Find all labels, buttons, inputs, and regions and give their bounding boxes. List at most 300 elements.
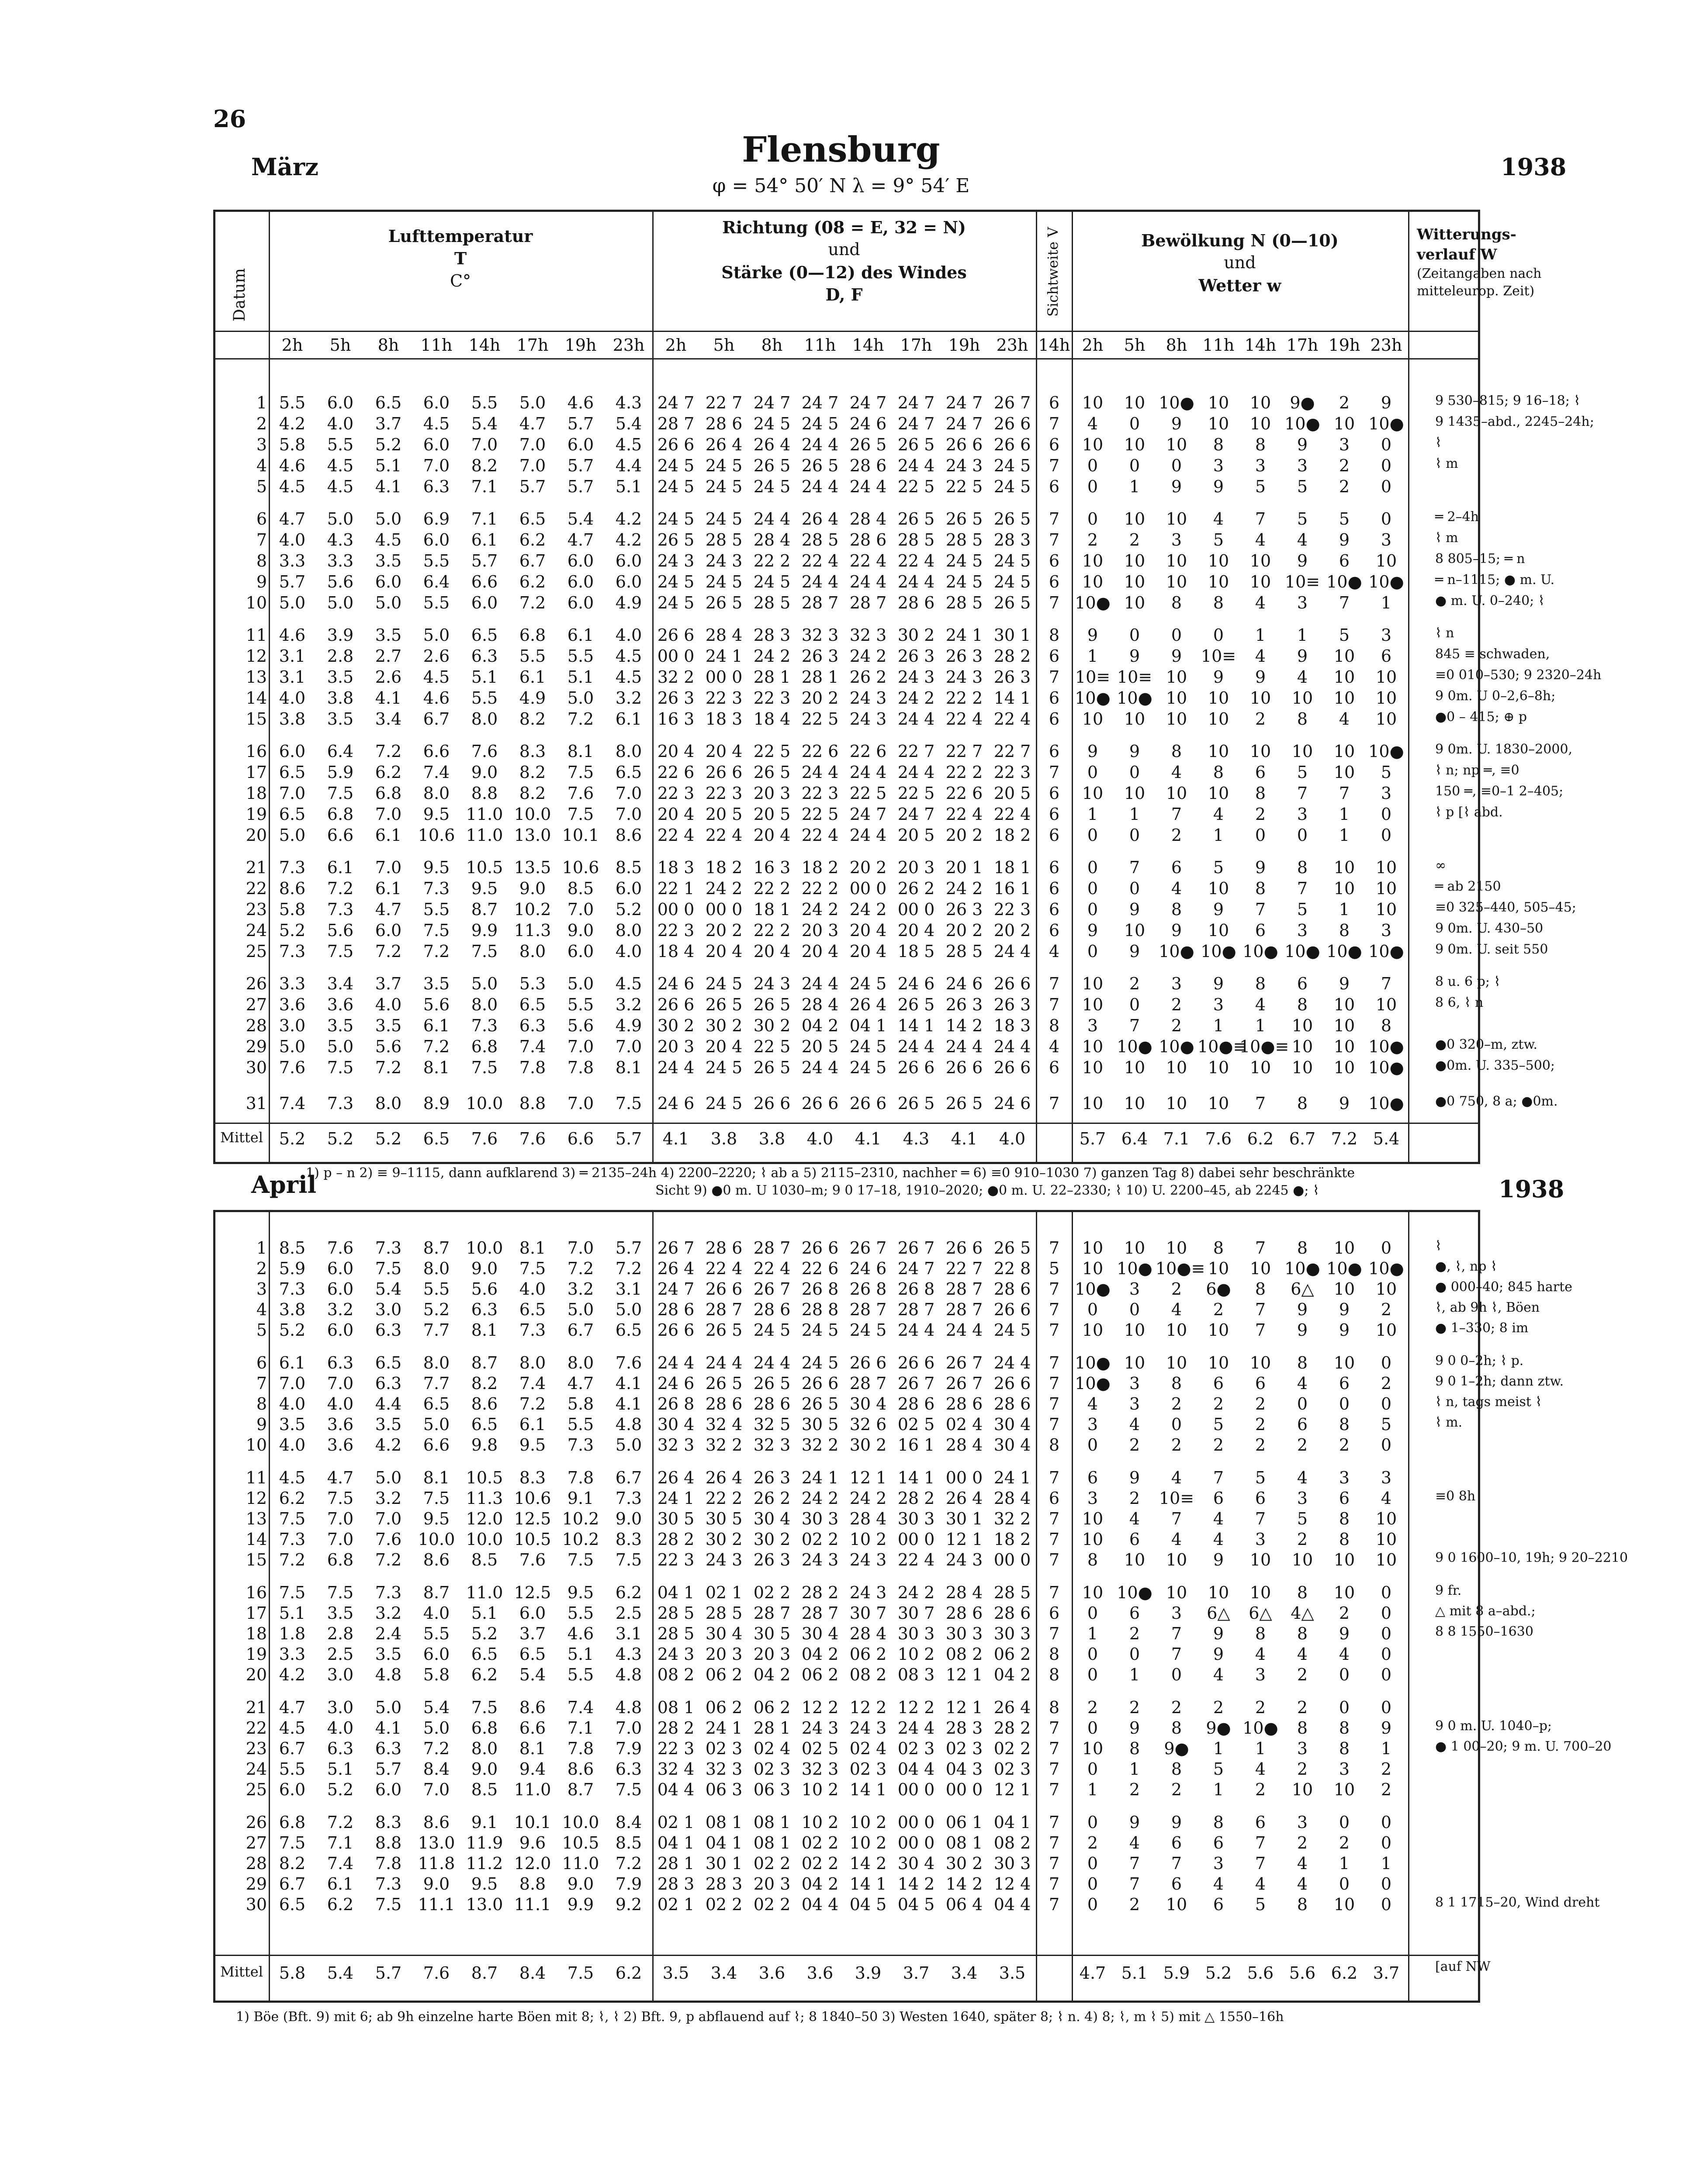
wind-value: 16 1 [897, 1435, 935, 1455]
cloud-value: 8 [1339, 1718, 1350, 1738]
temperature-value: 8.1 [519, 1238, 546, 1258]
temperature-value: 6.0 [567, 942, 594, 961]
temperature-value: 5.0 [471, 974, 498, 993]
weather-remark: 8 805–15; ═ n [1435, 551, 1525, 567]
wind-value: 30 4 [993, 1435, 1031, 1455]
cloud-value: 10 [1166, 1583, 1187, 1602]
cloud-value: 8 [1297, 1353, 1308, 1372]
wind-value: 26 5 [753, 1058, 791, 1077]
temperature-value: 11.3 [514, 921, 551, 940]
cloud-value: 4 [1129, 1415, 1140, 1434]
temperature-value: 6.0 [375, 1780, 402, 1799]
temperature-value: 8.6 [279, 879, 306, 898]
wind-value: 32 3 [753, 1435, 791, 1455]
wind-value: 08 1 [657, 1698, 695, 1717]
mean-temperature: 6.2 [615, 1963, 642, 1983]
temperature-value: 4.1 [615, 1394, 642, 1413]
day-number: 9 [256, 1415, 267, 1434]
temperature-value: 3.5 [375, 1016, 402, 1035]
cloud-value: 9● [1164, 1739, 1189, 1758]
cloud-value: 5 [1339, 625, 1350, 645]
temperature-value: 9.5 [471, 879, 498, 898]
temperature-value: 8.0 [615, 742, 642, 761]
day-number: 14 [246, 1530, 267, 1549]
wind-value: 06 3 [705, 1780, 743, 1799]
wind-value: 18 4 [657, 942, 695, 961]
temperature-value: 7.3 [279, 858, 306, 877]
day-row [215, 667, 1602, 688]
cloud-value: 2 [1171, 1279, 1182, 1299]
wind-value: 30 3 [801, 1509, 839, 1528]
wind-value: 22 4 [849, 551, 887, 570]
visibility-value: 6 [1049, 551, 1060, 570]
day-number: 26 [246, 1813, 267, 1832]
wind-value: 22 4 [705, 826, 743, 845]
temperature-value: 4.8 [615, 1698, 642, 1717]
temperature-value: 6.5 [471, 1415, 498, 1434]
wind-value: 22 4 [801, 551, 839, 570]
cloud-value: 8 [1087, 1550, 1098, 1569]
wind-value: 22 1 [657, 879, 695, 898]
cloud-value: 1 [1129, 1665, 1140, 1684]
wind-value: 28 6 [897, 1394, 935, 1413]
temperature-value: 6.3 [375, 1739, 402, 1758]
wind-hour-header: 17h [900, 335, 932, 355]
wind-value: 28 7 [801, 1603, 839, 1623]
wind-value: 28 7 [945, 1279, 983, 1299]
wind-value: 24 4 [801, 974, 839, 993]
temperature-value: 7.5 [327, 1058, 354, 1077]
cloud-value: 0 [1087, 1645, 1098, 1664]
wind-value: 26 3 [897, 646, 935, 666]
cloud-value: 10 [1208, 1093, 1229, 1113]
wind-value: 30 7 [849, 1603, 887, 1623]
temperature-value: 3.6 [327, 995, 354, 1014]
cloud-value: 4 [1297, 1874, 1308, 1894]
temperature-value: 7.3 [327, 1093, 354, 1113]
temperature-value: 5.2 [279, 921, 306, 940]
wind-value: 22 3 [657, 1550, 695, 1569]
cloud-value: 4 [1213, 805, 1224, 824]
temperature-value: 6.0 [615, 879, 642, 898]
weather-remark: ●0 320–m, ztw. [1435, 1037, 1538, 1052]
temperature-value: 6.5 [519, 1645, 546, 1664]
temperature-value: 5.6 [423, 995, 450, 1014]
temperature-value: 5.0 [327, 593, 354, 612]
cloud-value: 6 [1213, 1833, 1224, 1852]
visibility-value: 4 [1049, 1037, 1060, 1056]
cloud-value: 10 [1082, 435, 1104, 454]
cloud-value: 0 [1129, 763, 1140, 782]
wind-value: 24 6 [945, 974, 983, 993]
temperature-value: 7.0 [327, 1374, 354, 1393]
cloud-value: 10 [1333, 1037, 1355, 1056]
cloud-value: 10 [1124, 921, 1146, 940]
coordinates: φ = 54° 50′ N λ = 9° 54′ E [712, 175, 970, 197]
wind-value: 08 1 [753, 1833, 791, 1852]
cloud-value: 0 [1381, 1624, 1392, 1643]
temperature-value: 12.0 [514, 1854, 551, 1873]
wind-value: 26 7 [657, 1238, 695, 1258]
wind-value: 24 5 [657, 593, 695, 612]
cloud-value: 1 [1213, 1780, 1224, 1799]
mean-wind: 4.0 [999, 1129, 1026, 1148]
cloud-value: 10 [1082, 393, 1104, 412]
wind-value: 26 6 [801, 1093, 839, 1113]
cloud-value: 4 [1297, 1374, 1308, 1393]
wind-value: 22 4 [945, 805, 983, 824]
temperature-value: 8.5 [471, 1550, 498, 1569]
cloud-value: 3 [1297, 593, 1308, 612]
temperature-value: 8.0 [471, 709, 498, 729]
wind-value: 24 3 [849, 1583, 887, 1602]
cloud-value: 2 [1381, 1759, 1392, 1779]
mean-wind: 3.5 [662, 1963, 689, 1983]
temperature-value: 7.6 [615, 1353, 642, 1372]
cloud-value: 8 [1213, 435, 1224, 454]
wind-value: 30 4 [849, 1394, 887, 1413]
cloud-value: 10 [1166, 551, 1187, 570]
temperature-value: 6.5 [615, 1320, 642, 1340]
cloud-value: 3 [1171, 974, 1182, 993]
cloud-value: 2 [1087, 530, 1098, 549]
cloud-value: 2 [1255, 1394, 1266, 1413]
wind-value: 26 4 [945, 1489, 983, 1508]
cloud-value: 0 [1087, 509, 1098, 529]
temperature-value: 4.7 [279, 1698, 306, 1717]
cloud-value: 2 [1339, 393, 1350, 412]
visibility-value: 8 [1049, 1645, 1060, 1664]
temperature-value: 5.7 [615, 1238, 642, 1258]
cloud-value: 10 [1208, 879, 1229, 898]
wind-value: 28 7 [657, 414, 695, 433]
cloud-value: 10 [1333, 858, 1355, 877]
wind-value: 28 6 [705, 1394, 743, 1413]
day-row [215, 879, 1501, 900]
cloud-value: 4 [1255, 593, 1266, 612]
cloud-value: 10 [1333, 1780, 1355, 1799]
cloud-value: 8 [1297, 1895, 1308, 1914]
day-number: 15 [246, 1550, 267, 1569]
wind-value: 28 3 [945, 1718, 983, 1738]
wind-value: 24 1 [657, 1489, 695, 1508]
cloud-value: 3 [1381, 921, 1392, 940]
wind-value: 30 5 [705, 1509, 743, 1528]
weather-remark: 9 0m. U. seit 550 [1435, 942, 1548, 957]
temperature-value: 7.2 [615, 1854, 642, 1873]
temperature-value: 5.8 [423, 1665, 450, 1684]
temperature-value: 5.6 [567, 1016, 594, 1035]
weather-remark: ⌇ n, tags meist ⌇ [1435, 1394, 1542, 1410]
temperature-value: 4.5 [615, 435, 642, 454]
wind-value: 24 5 [705, 477, 743, 496]
cloud-value: 9● [1290, 393, 1315, 412]
wind-value: 26 5 [897, 1093, 935, 1113]
cloud-value: 6 [1171, 858, 1182, 877]
cloud-value: 9 [1129, 742, 1140, 761]
cloud-value: 10 [1249, 414, 1271, 433]
temperature-value: 6.8 [327, 805, 354, 824]
cloud-value: 10 [1166, 1320, 1187, 1340]
cloud-value: 4 [1171, 879, 1182, 898]
temperature-value: 7.3 [423, 879, 450, 898]
wind-value: 26 6 [705, 1279, 743, 1299]
cloud-value: 9 [1255, 858, 1266, 877]
wind-value: 24 4 [849, 826, 887, 845]
temperature-value: 7.5 [327, 1583, 354, 1602]
wind-value: 20 5 [753, 805, 791, 824]
wind-value: 12 2 [849, 1698, 887, 1717]
cloud-value: 8 [1297, 1624, 1308, 1643]
temperature-value: 3.3 [279, 974, 306, 993]
wind-value: 28 1 [801, 667, 839, 687]
cloud-value: 5 [1381, 763, 1392, 782]
day-number: 29 [246, 1874, 267, 1894]
wind-value: 24 5 [657, 477, 695, 496]
wind-value: 28 6 [657, 1300, 695, 1319]
wind-value: 22 4 [657, 826, 695, 845]
wind-value: 12 2 [897, 1698, 935, 1717]
wind-value: 16 3 [753, 858, 791, 877]
cloud-value: 9 [1339, 1624, 1350, 1643]
cloud-value: 9 [1297, 551, 1308, 570]
wind-value: 24 4 [945, 1320, 983, 1340]
wind-value: 22 7 [705, 393, 743, 412]
visibility-value: 7 [1049, 1759, 1060, 1779]
temperature-value: 6.0 [327, 1320, 354, 1340]
weather-remark: ∞ [1435, 858, 1446, 873]
temperature-value: 11.0 [514, 1780, 551, 1799]
cloud-value: 1 [1087, 1624, 1098, 1643]
wind-value: 06 3 [753, 1780, 791, 1799]
wind-value: 00 0 [705, 900, 743, 919]
wind-value: 24 3 [753, 974, 791, 993]
mean-temperature: 6.6 [567, 1129, 594, 1148]
wind-value: 02 3 [705, 1739, 743, 1758]
wind-value: 28 4 [801, 995, 839, 1014]
cloud-value: 4△ [1291, 1603, 1314, 1623]
cloud-value: 0 [1381, 805, 1392, 824]
day-row [215, 995, 1484, 1016]
day-row [215, 1718, 1552, 1739]
cloud-value: 8 [1171, 1374, 1182, 1393]
temperature-value: 5.9 [327, 763, 354, 782]
cloud-value: 9 [1171, 646, 1182, 666]
wind-value: 22 7 [897, 742, 935, 761]
cloud-value: 4 [1297, 667, 1308, 687]
wind-value: 26 3 [993, 667, 1031, 687]
day-row [215, 709, 1527, 730]
cloud-value: 8 [1297, 1238, 1308, 1258]
wind-value: 24 7 [801, 393, 839, 412]
temperature-value: 7.0 [279, 1374, 306, 1393]
temperature-value: 7.2 [327, 1813, 354, 1832]
cloud-value: 3 [1171, 1603, 1182, 1623]
cloud-value: 9 [1339, 1320, 1350, 1340]
wind-value: 02 3 [849, 1759, 887, 1779]
temperature-value: 3.8 [327, 688, 354, 708]
wind-value: 28 2 [993, 646, 1031, 666]
wind-value: 24 1 [705, 646, 743, 666]
weather-remark: 8 u. 6 p; ⌇ [1435, 974, 1501, 989]
temperature-value: 3.0 [327, 1665, 354, 1684]
mean-row [215, 1129, 1478, 1150]
cloud-value: 0 [1129, 826, 1140, 845]
temperature-value: 5.7 [375, 1759, 402, 1779]
wind-value: 22 5 [753, 1037, 791, 1056]
cloud-value: 10 [1249, 1259, 1271, 1278]
temperature-value: 5.0 [567, 1300, 594, 1319]
day-number: 12 [246, 1489, 267, 1508]
wind-value: 24 4 [657, 1058, 695, 1077]
wind-value: 06 4 [945, 1895, 983, 1914]
cloud-value: 3 [1297, 921, 1308, 940]
temperature-value: 7.4 [327, 1854, 354, 1873]
day-number: 15 [246, 709, 267, 729]
wind-value: 00 0 [897, 1833, 935, 1852]
wind-value: 24 5 [705, 509, 743, 529]
temperature-value: 6.1 [519, 667, 546, 687]
temperature-value: 3.5 [327, 1603, 354, 1623]
cloud-value: 4 [1129, 1509, 1140, 1528]
wind-value: 26 4 [705, 435, 743, 454]
temperature-value: 6.5 [423, 1394, 450, 1413]
temperature-value: 5.2 [423, 1300, 450, 1319]
cloud-value: 0 [1129, 1645, 1140, 1664]
temperature-value: 4.1 [615, 1374, 642, 1393]
cloud-value: 2 [1171, 995, 1182, 1014]
wind-value: 28 2 [801, 1583, 839, 1602]
cloud-value: 4 [1297, 1854, 1308, 1873]
cloud-value: 0 [1381, 1698, 1392, 1717]
visibility-value: 5 [1049, 1259, 1060, 1278]
temperature-value: 1.8 [279, 1624, 306, 1643]
weather-remark: 9 0 1–2h; dann ztw. [1435, 1374, 1564, 1389]
cloud-value: 10 [1208, 688, 1229, 708]
wind-value: 02 2 [801, 1854, 839, 1873]
wind-value: 02 2 [993, 1739, 1031, 1758]
wind-value: 24 4 [849, 477, 887, 496]
day-row [215, 1058, 1555, 1079]
temperature-value: 6.0 [423, 1645, 450, 1664]
wind-value: 28 5 [657, 1603, 695, 1623]
wind-value: 24 3 [849, 1550, 887, 1569]
wind-value: 24 2 [753, 646, 791, 666]
visibility-value: 6 [1049, 858, 1060, 877]
wind-value: 26 4 [753, 435, 791, 454]
wind-value: 08 2 [993, 1833, 1031, 1852]
temperature-value: 4.1 [375, 477, 402, 496]
temperature-value: 6.6 [519, 1718, 546, 1738]
temperature-value: 3.0 [279, 1016, 306, 1035]
day-number: 10 [246, 593, 267, 612]
wind-value: 08 2 [849, 1665, 887, 1684]
wind-value: 00 0 [897, 1530, 935, 1549]
wind-value: 26 8 [657, 1394, 695, 1413]
cloud-value: 3 [1339, 1468, 1350, 1487]
cloud-value: 10● [1159, 1037, 1194, 1056]
day-row [215, 1739, 1612, 1760]
wind-value: 24 4 [897, 763, 935, 782]
cloud-value: 3 [1381, 530, 1392, 549]
wind-value: 24 5 [705, 1093, 743, 1113]
wind-value: 28 5 [897, 530, 935, 549]
cloud-value: 10 [1082, 1093, 1104, 1113]
cloud-value: 7 [1255, 1833, 1266, 1852]
wind-value: 10 2 [849, 1833, 887, 1852]
wind-value: 24 6 [657, 1093, 695, 1113]
wind-value: 04 3 [945, 1759, 983, 1779]
cloud-value: 4 [1213, 1874, 1224, 1894]
temperature-value: 8.0 [519, 1353, 546, 1372]
wind-value: 24 5 [705, 1058, 743, 1077]
visibility-value: 6 [1049, 435, 1060, 454]
wind-value: 12 4 [993, 1874, 1031, 1894]
cloud-value: 10 [1249, 742, 1271, 761]
day-row [215, 572, 1555, 593]
temperature-value: 11.3 [466, 1489, 503, 1508]
cloud-value: 10 [1082, 1238, 1104, 1258]
mean-wind: 3.6 [806, 1963, 834, 1983]
wind-value: 30 2 [657, 1016, 695, 1035]
temperature-value: 2.8 [327, 646, 354, 666]
cloud-value: 10 [1208, 1353, 1229, 1372]
temperature-value: 7.3 [375, 1874, 402, 1894]
cloud-value: 2 [1213, 1698, 1224, 1717]
cloud-value: 2 [1213, 1300, 1224, 1319]
wind-value: 24 5 [753, 1320, 791, 1340]
temperature-value: 5.2 [279, 1320, 306, 1340]
cloud-value: 7 [1171, 805, 1182, 824]
wind-value: 24 5 [801, 1353, 839, 1372]
wind-value: 20 5 [801, 1037, 839, 1056]
cloud-value: 0 [1381, 1895, 1392, 1914]
wind-value: 26 3 [993, 995, 1031, 1014]
wind-value: 24 7 [897, 393, 935, 412]
visibility-value: 6 [1049, 393, 1060, 412]
day-number: 20 [246, 1665, 267, 1684]
temperature-value: 7.0 [279, 784, 306, 803]
temperature-value: 4.0 [327, 1394, 354, 1413]
temperature-value: 6.5 [375, 1353, 402, 1372]
wind-value: 02 4 [849, 1739, 887, 1758]
wind-value: 30 5 [753, 1624, 791, 1643]
cloud-hour-header: 14h [1244, 335, 1277, 355]
march-footnote-2: Sicht 9) ●0 m. U 1030–m; 9 0 17–18, 1910–2020; ●0 m. U. 22–2330; ⌇ 10) U. 2200–45, ab 2245 ●; ⌇ [655, 1183, 1319, 1198]
day-row [215, 1353, 1524, 1374]
temperature-value: 7.5 [279, 1509, 306, 1528]
wind-value: 24 2 [801, 900, 839, 919]
day-number: 11 [246, 1468, 267, 1487]
cloud-value: 2 [1213, 1435, 1224, 1455]
wind-value: 26 6 [993, 1374, 1031, 1393]
wind-value: 26 5 [753, 995, 791, 1014]
wind-value: 20 3 [801, 921, 839, 940]
wind-value: 28 1 [657, 1854, 695, 1873]
cloud-value: 9 [1213, 1550, 1224, 1569]
cloud-value: 7 [1255, 1093, 1266, 1113]
temperature-value: 6.1 [327, 1874, 354, 1894]
wind-value: 00 0 [945, 1468, 983, 1487]
cloud-value: 8 [1255, 974, 1266, 993]
temperature-value: 10.0 [562, 1813, 599, 1832]
temperature-value: 6.5 [375, 393, 402, 412]
cloud-value: 10 [1124, 572, 1146, 591]
cloud-value: 9 [1171, 414, 1182, 433]
temperature-value: 7.0 [327, 1509, 354, 1528]
wind-value: 28 4 [849, 1624, 887, 1643]
cloud-value: 10 [1333, 1016, 1355, 1035]
